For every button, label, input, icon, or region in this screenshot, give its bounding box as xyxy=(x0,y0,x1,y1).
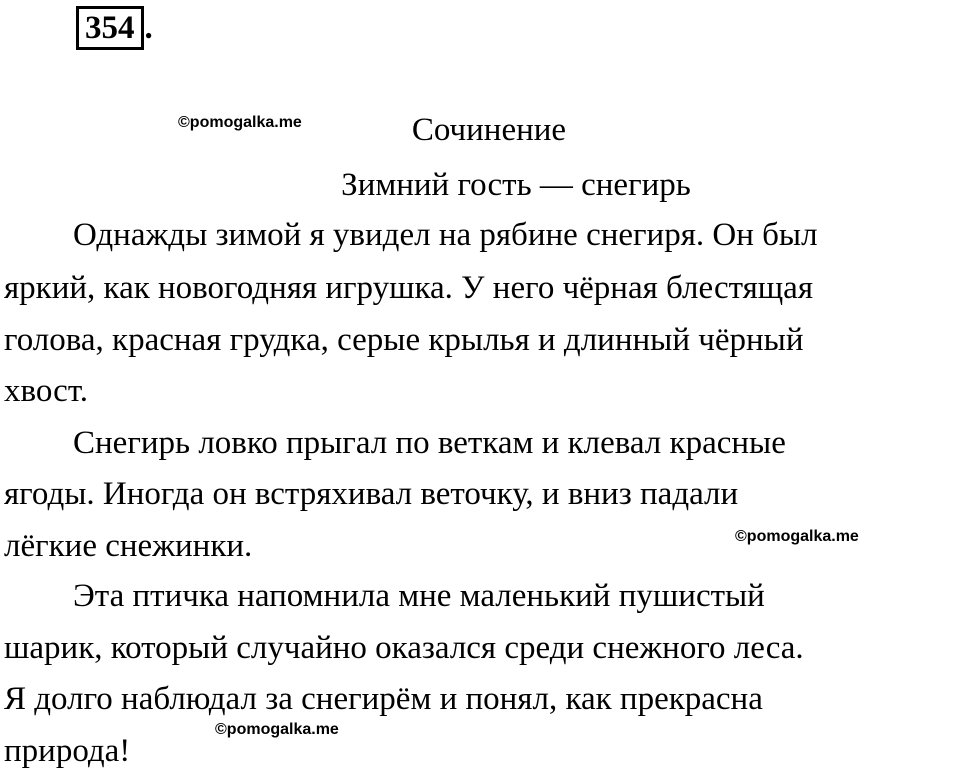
paragraph-3-line-4: природа! xyxy=(4,733,131,769)
essay-subtitle: Зимний гость — снегирь xyxy=(341,167,691,203)
paragraph-2-line-1: Снегирь ловко прыгал по веткам и клевал красные xyxy=(73,425,786,461)
paragraph-3-line-2: шарик, который случайно оказался среди снежного леса. xyxy=(4,630,804,666)
paragraph-2-line-2: ягоды. Иногда он встряхивал веточку, и вниз падали xyxy=(4,476,739,512)
essay-title: Сочинение xyxy=(411,112,567,148)
paragraph-3-line-1: Эта птичка напомнила мне маленький пушистый xyxy=(73,578,765,614)
watermark: ©pomogalka.me xyxy=(215,721,339,738)
paragraph-1-line-4: хвост. xyxy=(4,373,89,409)
paragraph-2-line-3: лёгкие снежинки. xyxy=(4,528,253,564)
task-number-period: . xyxy=(144,9,153,46)
paragraph-1-line-3: голова, красная грудка, серые крылья и длинный чёрный xyxy=(4,322,804,358)
paragraph-1-line-1: Однажды зимой я увидел на рябине снегиря. Он был xyxy=(73,217,818,253)
paragraph-3-line-3: Я долго наблюдал за снегирём и понял, как прекрасна xyxy=(4,681,763,717)
task-number-value: 354 xyxy=(85,9,135,46)
watermark: ©pomogalka.me xyxy=(178,114,302,131)
watermark: ©pomogalka.me xyxy=(735,528,859,545)
task-number xyxy=(76,6,153,50)
paragraph-1-line-2: яркий, как новогодняя игрушка. У него чёрная блестящая xyxy=(4,270,813,306)
task-number-box xyxy=(76,6,144,50)
